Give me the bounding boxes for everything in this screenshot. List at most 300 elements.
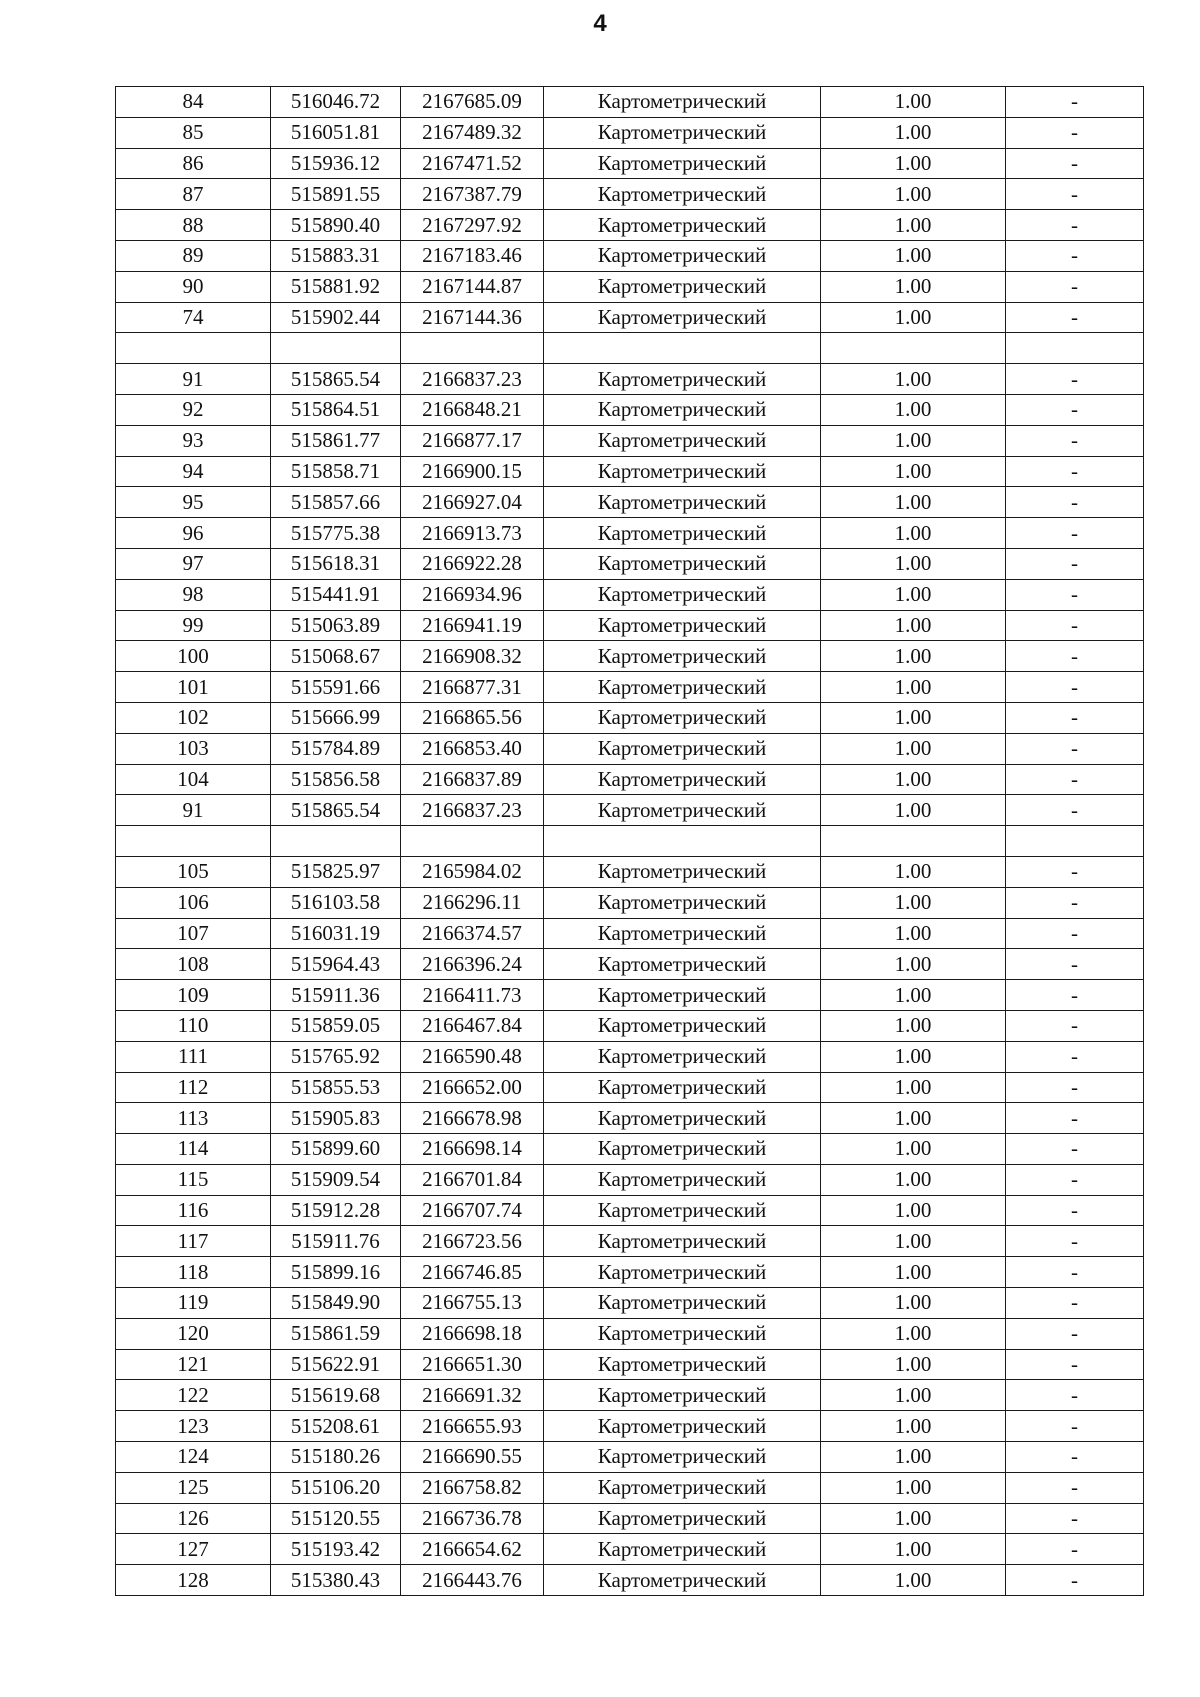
method-cell: Картометрический <box>544 117 821 148</box>
method-cell <box>544 826 821 857</box>
method-cell: Картометрический <box>544 1565 821 1596</box>
x-coordinate-cell: 515765.92 <box>271 1041 401 1072</box>
x-coordinate-cell: 515208.61 <box>271 1411 401 1442</box>
y-coordinate-cell: 2166877.31 <box>401 672 544 703</box>
description-cell: - <box>1006 1411 1144 1442</box>
point-number-cell: 96 <box>116 518 271 549</box>
point-number-cell: 127 <box>116 1534 271 1565</box>
y-coordinate-cell: 2166746.85 <box>401 1257 544 1288</box>
table-row <box>116 302 1144 333</box>
description-cell: - <box>1006 1349 1144 1380</box>
x-coordinate-cell: 515899.60 <box>271 1134 401 1165</box>
x-coordinate-cell <box>271 826 401 857</box>
y-coordinate-cell: 2166853.40 <box>401 733 544 764</box>
point-number-cell: 91 <box>116 795 271 826</box>
point-number-cell: 113 <box>116 1103 271 1134</box>
x-coordinate-cell: 515666.99 <box>271 702 401 733</box>
accuracy-cell: 1.00 <box>821 1134 1006 1165</box>
y-coordinate-cell: 2166691.32 <box>401 1380 544 1411</box>
y-coordinate-cell: 2167489.32 <box>401 117 544 148</box>
description-cell: - <box>1006 795 1144 826</box>
x-coordinate-cell: 516103.58 <box>271 887 401 918</box>
table-row <box>116 518 1144 549</box>
x-coordinate-cell: 515911.76 <box>271 1226 401 1257</box>
description-cell: - <box>1006 1288 1144 1319</box>
y-coordinate-cell: 2166374.57 <box>401 918 544 949</box>
y-coordinate-cell: 2165984.02 <box>401 856 544 887</box>
point-number-cell: 102 <box>116 702 271 733</box>
y-coordinate-cell: 2166927.04 <box>401 487 544 518</box>
method-cell: Картометрический <box>544 1349 821 1380</box>
table-row <box>116 672 1144 703</box>
point-number-cell: 84 <box>116 87 271 118</box>
y-coordinate-cell: 2166736.78 <box>401 1503 544 1534</box>
point-number-cell: 93 <box>116 425 271 456</box>
y-coordinate-cell: 2167471.52 <box>401 148 544 179</box>
coordinates-table <box>115 86 1144 1596</box>
accuracy-cell: 1.00 <box>821 1534 1006 1565</box>
x-coordinate-cell: 515861.77 <box>271 425 401 456</box>
y-coordinate-cell: 2166467.84 <box>401 1010 544 1041</box>
table-row <box>116 1565 1144 1596</box>
x-coordinate-cell: 515106.20 <box>271 1472 401 1503</box>
x-coordinate-cell: 515865.54 <box>271 364 401 395</box>
description-cell: - <box>1006 980 1144 1011</box>
table-row <box>116 1226 1144 1257</box>
point-number-cell: 90 <box>116 271 271 302</box>
table-row <box>116 795 1144 826</box>
method-cell: Картометрический <box>544 179 821 210</box>
y-coordinate-cell: 2166690.55 <box>401 1442 544 1473</box>
table-row <box>116 1134 1144 1165</box>
y-coordinate-cell: 2166396.24 <box>401 949 544 980</box>
table-row <box>116 764 1144 795</box>
y-coordinate-cell: 2167297.92 <box>401 210 544 241</box>
point-number-cell: 114 <box>116 1134 271 1165</box>
y-coordinate-cell: 2166755.13 <box>401 1288 544 1319</box>
description-cell: - <box>1006 1534 1144 1565</box>
table-row <box>116 1380 1144 1411</box>
method-cell: Картометрический <box>544 271 821 302</box>
point-number-cell: 98 <box>116 579 271 610</box>
accuracy-cell: 1.00 <box>821 856 1006 887</box>
y-coordinate-cell: 2166837.89 <box>401 764 544 795</box>
description-cell <box>1006 826 1144 857</box>
table-row <box>116 1195 1144 1226</box>
y-coordinate-cell: 2166934.96 <box>401 579 544 610</box>
point-number-cell: 128 <box>116 1565 271 1596</box>
table-row <box>116 641 1144 672</box>
point-number-cell: 86 <box>116 148 271 179</box>
accuracy-cell: 1.00 <box>821 1349 1006 1380</box>
x-coordinate-cell: 516031.19 <box>271 918 401 949</box>
accuracy-cell: 1.00 <box>821 1226 1006 1257</box>
x-coordinate-cell: 515063.89 <box>271 610 401 641</box>
table-row <box>116 1349 1144 1380</box>
point-number-cell: 121 <box>116 1349 271 1380</box>
point-number-cell: 125 <box>116 1472 271 1503</box>
description-cell: - <box>1006 856 1144 887</box>
x-coordinate-cell: 515380.43 <box>271 1565 401 1596</box>
method-cell: Картометрический <box>544 1257 821 1288</box>
description-cell: - <box>1006 548 1144 579</box>
x-coordinate-cell: 515180.26 <box>271 1442 401 1473</box>
method-cell: Картометрический <box>544 733 821 764</box>
method-cell: Картометрический <box>544 1226 821 1257</box>
point-number-cell: 116 <box>116 1195 271 1226</box>
y-coordinate-cell: 2166698.18 <box>401 1318 544 1349</box>
method-cell: Картометрический <box>544 364 821 395</box>
point-number-cell: 94 <box>116 456 271 487</box>
y-coordinate-cell: 2166865.56 <box>401 702 544 733</box>
y-coordinate-cell: 2166678.98 <box>401 1103 544 1134</box>
y-coordinate-cell: 2166652.00 <box>401 1072 544 1103</box>
table-row <box>116 456 1144 487</box>
method-cell: Картометрический <box>544 887 821 918</box>
y-coordinate-cell <box>401 333 544 364</box>
method-cell <box>544 333 821 364</box>
x-coordinate-cell: 515865.54 <box>271 795 401 826</box>
method-cell: Картометрический <box>544 1041 821 1072</box>
page-number: 4 <box>593 10 607 37</box>
table-row <box>116 210 1144 241</box>
point-number-cell: 91 <box>116 364 271 395</box>
table-row <box>116 1411 1144 1442</box>
accuracy-cell: 1.00 <box>821 1103 1006 1134</box>
y-coordinate-cell: 2167183.46 <box>401 240 544 271</box>
method-cell: Картометрический <box>544 302 821 333</box>
description-cell: - <box>1006 702 1144 733</box>
accuracy-cell: 1.00 <box>821 456 1006 487</box>
y-coordinate-cell: 2166296.11 <box>401 887 544 918</box>
x-coordinate-cell: 515775.38 <box>271 518 401 549</box>
table-row <box>116 240 1144 271</box>
point-number-cell: 104 <box>116 764 271 795</box>
point-number-cell: 97 <box>116 548 271 579</box>
table-row <box>116 487 1144 518</box>
x-coordinate-cell: 515936.12 <box>271 148 401 179</box>
method-cell: Картометрический <box>544 1072 821 1103</box>
method-cell: Картометрический <box>544 1411 821 1442</box>
description-cell: - <box>1006 641 1144 672</box>
accuracy-cell: 1.00 <box>821 302 1006 333</box>
method-cell: Картометрический <box>544 702 821 733</box>
table-row <box>116 1288 1144 1319</box>
table-row <box>116 579 1144 610</box>
description-cell: - <box>1006 1318 1144 1349</box>
table-row <box>116 980 1144 1011</box>
x-coordinate-cell: 515441.91 <box>271 579 401 610</box>
y-coordinate-cell: 2166655.93 <box>401 1411 544 1442</box>
description-cell: - <box>1006 1134 1144 1165</box>
accuracy-cell: 1.00 <box>821 1257 1006 1288</box>
accuracy-cell: 1.00 <box>821 179 1006 210</box>
description-cell <box>1006 333 1144 364</box>
y-coordinate-cell: 2166707.74 <box>401 1195 544 1226</box>
x-coordinate-cell: 515890.40 <box>271 210 401 241</box>
method-cell: Картометрический <box>544 1134 821 1165</box>
accuracy-cell: 1.00 <box>821 1503 1006 1534</box>
x-coordinate-cell: 515858.71 <box>271 456 401 487</box>
point-number-cell: 117 <box>116 1226 271 1257</box>
accuracy-cell: 1.00 <box>821 887 1006 918</box>
description-cell: - <box>1006 1257 1144 1288</box>
x-coordinate-cell: 515909.54 <box>271 1164 401 1195</box>
table-row <box>116 1503 1144 1534</box>
description-cell: - <box>1006 302 1144 333</box>
point-number-cell: 95 <box>116 487 271 518</box>
method-cell: Картометрический <box>544 918 821 949</box>
accuracy-cell <box>821 333 1006 364</box>
method-cell: Картометрический <box>544 548 821 579</box>
y-coordinate-cell <box>401 826 544 857</box>
x-coordinate-cell: 515856.58 <box>271 764 401 795</box>
description-cell: - <box>1006 949 1144 980</box>
x-coordinate-cell: 515120.55 <box>271 1503 401 1534</box>
method-cell: Картометрический <box>544 1442 821 1473</box>
x-coordinate-cell: 515864.51 <box>271 394 401 425</box>
y-coordinate-cell: 2166941.19 <box>401 610 544 641</box>
description-cell: - <box>1006 271 1144 302</box>
table-row <box>116 610 1144 641</box>
method-cell: Картометрический <box>544 856 821 887</box>
table-row <box>116 148 1144 179</box>
y-coordinate-cell: 2166590.48 <box>401 1041 544 1072</box>
y-coordinate-cell: 2166848.21 <box>401 394 544 425</box>
method-cell: Картометрический <box>544 1472 821 1503</box>
table-row <box>116 394 1144 425</box>
point-number-cell: 118 <box>116 1257 271 1288</box>
accuracy-cell: 1.00 <box>821 425 1006 456</box>
description-cell: - <box>1006 456 1144 487</box>
description-cell: - <box>1006 487 1144 518</box>
x-coordinate-cell: 515855.53 <box>271 1072 401 1103</box>
x-coordinate-cell: 515905.83 <box>271 1103 401 1134</box>
table-row <box>116 425 1144 456</box>
accuracy-cell: 1.00 <box>821 1411 1006 1442</box>
table-row <box>116 548 1144 579</box>
accuracy-cell: 1.00 <box>821 117 1006 148</box>
point-number-cell: 119 <box>116 1288 271 1319</box>
table-row <box>116 733 1144 764</box>
point-number-cell: 89 <box>116 240 271 271</box>
method-cell: Картометрический <box>544 610 821 641</box>
point-number-cell: 100 <box>116 641 271 672</box>
x-coordinate-cell: 516046.72 <box>271 87 401 118</box>
method-cell: Картометрический <box>544 210 821 241</box>
x-coordinate-cell: 515883.31 <box>271 240 401 271</box>
description-cell: - <box>1006 1103 1144 1134</box>
accuracy-cell: 1.00 <box>821 579 1006 610</box>
accuracy-cell: 1.00 <box>821 394 1006 425</box>
description-cell: - <box>1006 1072 1144 1103</box>
x-coordinate-cell: 515899.16 <box>271 1257 401 1288</box>
x-coordinate-cell: 515859.05 <box>271 1010 401 1041</box>
x-coordinate-cell: 516051.81 <box>271 117 401 148</box>
accuracy-cell: 1.00 <box>821 1472 1006 1503</box>
description-cell: - <box>1006 394 1144 425</box>
method-cell: Картометрический <box>544 87 821 118</box>
table-row <box>116 702 1144 733</box>
y-coordinate-cell: 2166701.84 <box>401 1164 544 1195</box>
y-coordinate-cell: 2166723.56 <box>401 1226 544 1257</box>
x-coordinate-cell: 515618.31 <box>271 548 401 579</box>
table-row <box>116 1472 1144 1503</box>
accuracy-cell: 1.00 <box>821 518 1006 549</box>
accuracy-cell: 1.00 <box>821 733 1006 764</box>
point-number-cell: 99 <box>116 610 271 641</box>
table-row <box>116 179 1144 210</box>
accuracy-cell <box>821 826 1006 857</box>
description-cell: - <box>1006 1565 1144 1596</box>
point-number-cell: 124 <box>116 1442 271 1473</box>
description-cell: - <box>1006 1010 1144 1041</box>
method-cell: Картометрический <box>544 1288 821 1319</box>
description-cell: - <box>1006 1472 1144 1503</box>
accuracy-cell: 1.00 <box>821 702 1006 733</box>
y-coordinate-cell: 2166443.76 <box>401 1565 544 1596</box>
point-number-cell: 87 <box>116 179 271 210</box>
method-cell: Картометрический <box>544 1195 821 1226</box>
accuracy-cell: 1.00 <box>821 487 1006 518</box>
table-row <box>116 1041 1144 1072</box>
description-cell: - <box>1006 210 1144 241</box>
description-cell: - <box>1006 1195 1144 1226</box>
table-row <box>116 364 1144 395</box>
accuracy-cell: 1.00 <box>821 1565 1006 1596</box>
x-coordinate-cell: 515912.28 <box>271 1195 401 1226</box>
y-coordinate-cell: 2167387.79 <box>401 179 544 210</box>
table-row <box>116 949 1144 980</box>
description-cell: - <box>1006 240 1144 271</box>
x-coordinate-cell: 515881.92 <box>271 271 401 302</box>
method-cell: Картометрический <box>544 1318 821 1349</box>
description-cell: - <box>1006 1503 1144 1534</box>
method-cell: Картометрический <box>544 641 821 672</box>
method-cell: Картометрический <box>544 795 821 826</box>
point-number-cell: 112 <box>116 1072 271 1103</box>
table-row <box>116 1442 1144 1473</box>
point-number-cell: 74 <box>116 302 271 333</box>
description-cell: - <box>1006 518 1144 549</box>
accuracy-cell: 1.00 <box>821 210 1006 241</box>
method-cell: Картометрический <box>544 148 821 179</box>
method-cell: Картометрический <box>544 518 821 549</box>
description-cell: - <box>1006 1226 1144 1257</box>
table-body <box>116 87 1144 1596</box>
x-coordinate-cell: 515591.66 <box>271 672 401 703</box>
accuracy-cell: 1.00 <box>821 240 1006 271</box>
accuracy-cell: 1.00 <box>821 980 1006 1011</box>
point-number-cell: 109 <box>116 980 271 1011</box>
description-cell: - <box>1006 364 1144 395</box>
accuracy-cell: 1.00 <box>821 1380 1006 1411</box>
table-row <box>116 333 1144 364</box>
point-number-cell: 123 <box>116 1411 271 1442</box>
accuracy-cell: 1.00 <box>821 1288 1006 1319</box>
x-coordinate-cell: 515964.43 <box>271 949 401 980</box>
description-cell: - <box>1006 610 1144 641</box>
point-number-cell: 92 <box>116 394 271 425</box>
table-row <box>116 918 1144 949</box>
description-cell: - <box>1006 1041 1144 1072</box>
point-number-cell: 110 <box>116 1010 271 1041</box>
y-coordinate-cell: 2166922.28 <box>401 548 544 579</box>
accuracy-cell: 1.00 <box>821 1318 1006 1349</box>
point-number-cell: 103 <box>116 733 271 764</box>
x-coordinate-cell: 515622.91 <box>271 1349 401 1380</box>
method-cell: Картометрический <box>544 764 821 795</box>
accuracy-cell: 1.00 <box>821 148 1006 179</box>
x-coordinate-cell: 515619.68 <box>271 1380 401 1411</box>
method-cell: Картометрический <box>544 672 821 703</box>
x-coordinate-cell: 515902.44 <box>271 302 401 333</box>
accuracy-cell: 1.00 <box>821 87 1006 118</box>
method-cell: Картометрический <box>544 240 821 271</box>
x-coordinate-cell: 515193.42 <box>271 1534 401 1565</box>
x-coordinate-cell: 515849.90 <box>271 1288 401 1319</box>
y-coordinate-cell: 2166837.23 <box>401 795 544 826</box>
accuracy-cell: 1.00 <box>821 548 1006 579</box>
table-row <box>116 1257 1144 1288</box>
x-coordinate-cell: 515068.67 <box>271 641 401 672</box>
x-coordinate-cell: 515857.66 <box>271 487 401 518</box>
method-cell: Картометрический <box>544 394 821 425</box>
y-coordinate-cell: 2166651.30 <box>401 1349 544 1380</box>
table-row <box>116 1103 1144 1134</box>
accuracy-cell: 1.00 <box>821 1442 1006 1473</box>
method-cell: Картометрический <box>544 579 821 610</box>
description-cell: - <box>1006 179 1144 210</box>
method-cell: Картометрический <box>544 487 821 518</box>
point-number-cell: 126 <box>116 1503 271 1534</box>
point-number-cell: 115 <box>116 1164 271 1195</box>
method-cell: Картометрический <box>544 980 821 1011</box>
x-coordinate-cell <box>271 333 401 364</box>
table-row <box>116 1318 1144 1349</box>
x-coordinate-cell: 515784.89 <box>271 733 401 764</box>
y-coordinate-cell: 2167144.87 <box>401 271 544 302</box>
accuracy-cell: 1.00 <box>821 795 1006 826</box>
description-cell: - <box>1006 764 1144 795</box>
y-coordinate-cell: 2166913.73 <box>401 518 544 549</box>
table-row <box>116 1010 1144 1041</box>
description-cell: - <box>1006 148 1144 179</box>
description-cell: - <box>1006 1380 1144 1411</box>
point-number-cell: 108 <box>116 949 271 980</box>
y-coordinate-cell: 2166654.62 <box>401 1534 544 1565</box>
accuracy-cell: 1.00 <box>821 672 1006 703</box>
accuracy-cell: 1.00 <box>821 918 1006 949</box>
table-row <box>116 826 1144 857</box>
method-cell: Картометрический <box>544 1164 821 1195</box>
point-number-cell: 122 <box>116 1380 271 1411</box>
y-coordinate-cell: 2167144.36 <box>401 302 544 333</box>
y-coordinate-cell: 2166411.73 <box>401 980 544 1011</box>
accuracy-cell: 1.00 <box>821 1010 1006 1041</box>
accuracy-cell: 1.00 <box>821 1072 1006 1103</box>
description-cell: - <box>1006 672 1144 703</box>
y-coordinate-cell: 2166698.14 <box>401 1134 544 1165</box>
method-cell: Картометрический <box>544 456 821 487</box>
table-row <box>116 271 1144 302</box>
point-number-cell: 106 <box>116 887 271 918</box>
point-number-cell: 107 <box>116 918 271 949</box>
point-number-cell: 101 <box>116 672 271 703</box>
point-number-cell <box>116 333 271 364</box>
point-number-cell: 88 <box>116 210 271 241</box>
method-cell: Картометрический <box>544 1010 821 1041</box>
